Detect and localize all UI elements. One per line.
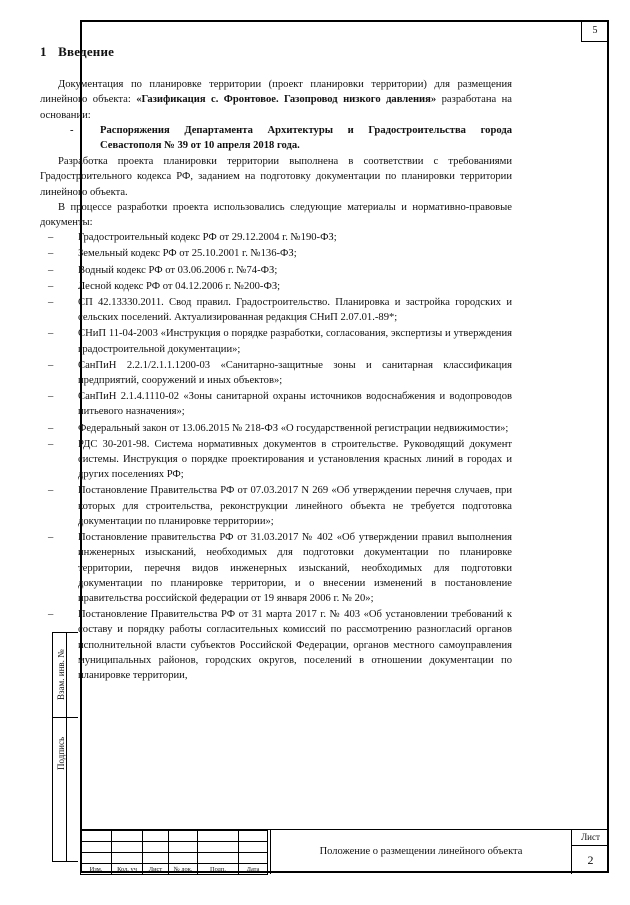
list-item: – Постановление Правительства РФ от 31 марта 2017 г. № 403 «Об установлении требований к составу и порядку работы согласительных комиссий по рассмотрению разногласий органов исполнительной власти субъектов Российской Федерации, органов местного самоуправления муниципальных районов, городских округов, поселений в отношении документации по планировке территории, <box>48 609 512 681</box>
list-item: – СанПиН 2.1.4.1110-02 «Зоны санитарной охраны источников водоснабжения и водопроводов питьевого назначения»; <box>48 391 512 418</box>
compliance-paragraph: Разработка проекта планировки территории выполнена в соответствии с требованиями Градостроительного кодекса РФ, заданием на подготовку документации по планировки территории линейного объекта. <box>40 156 512 198</box>
page-box-number: 5 <box>581 20 609 42</box>
intro-paragraph <box>40 77 512 123</box>
title-block <box>80 829 609 873</box>
revision-table <box>80 830 268 875</box>
documents-list <box>40 230 512 683</box>
document-title: Положение о размещении линейного объекта <box>270 830 572 874</box>
col-date: Дата <box>239 864 268 875</box>
list-item: – Градостроительный кодекс РФ от 29.12.2004 г. №190-ФЗ; <box>48 232 337 244</box>
object-name: «Газификация с. Фронтовое. Газопровод низкого давления» <box>136 94 437 106</box>
list-item: – СП 42.13330.2011. Свод правил. Градостроительство. Планировка и застройка городских и сельских поселений. Актуализированная редакция СНиП 2.07.01.-89*; <box>48 297 512 324</box>
intro-lead: Документация по планировке территории (проект планировки территории) для размещения линейного объекта: <box>40 79 512 106</box>
list-item: – Земельный кодекс РФ от 25.10.2001 г. №136-ФЗ; <box>48 248 297 260</box>
list-item: – СНиП 11-04-2003 «Инструкция о порядке разработки, согласования, экспертизы и утверждения градостроительной документации»; <box>48 328 512 355</box>
sheet-number: 2 <box>587 853 594 867</box>
section-heading <box>40 44 512 59</box>
col-podp: Подп. <box>198 864 239 875</box>
basis-item: - Распоряжения Департамента Архитектуры и Градостроительства города Севастополя № 39 от 10 апреля 2018 года. <box>70 124 512 152</box>
basis-list <box>40 123 512 153</box>
section-number: 1 <box>40 44 47 59</box>
side-stamp-inner <box>66 632 80 862</box>
list-item: – Водный кодекс РФ от 03.06.2006 г. №74-ФЗ; <box>48 264 278 276</box>
list-item: – РДС 30-201-98. Система нормативных документов в строительстве. Руководящий документ системы. Инструкция о порядке проектирования и установления красных линий в городах и других поселениях РФ; <box>48 438 512 481</box>
list-item: – Федеральный закон от 13.06.2015 № 218-ФЗ «О государственной регистрации недвижимости»; <box>48 422 509 434</box>
col-izm: Изм. <box>81 864 112 875</box>
materials-paragraph: В процессе разработки проекта использовались следующие материалы и нормативно-правовые документы: <box>40 201 512 229</box>
list-item: – СанПиН 2.2.1/2.1.1.1200-03 «Санитарно-защитные зоны и санитарная классификация предприятий, сооружений и иных объектов»; <box>48 359 512 387</box>
intro-tail: разработана на основании: <box>40 94 512 121</box>
list-item: – Лесной кодекс РФ от 04.12.2006 г. №200-ФЗ; <box>48 280 281 292</box>
document-body <box>40 44 512 684</box>
sheet-label: Лист <box>572 830 609 846</box>
section-title: Введение <box>58 44 115 59</box>
list-item: – Постановление правительства РФ от 31.03.2017 № 402 «Об утверждении правил выполнения инженерных изысканий, необходимых для подготовки документации по планировке территории, перечня видов инженерных изысканий, необходимых для подготовки документации по планировке территории, и о внесении изменений в постановление правительства российской федерации от 19 января 2006 г. № 20»; <box>48 532 512 604</box>
list-item: – Постановление Правительства РФ от 07.03.2017 N 269 «Об утверждении перечня случаев, при которых для строительства, реконструкции линейного объекта не требуется подготовка документации по планировке территории»; <box>48 485 512 527</box>
side-label-replacement: Взам. инв. № <box>56 649 66 700</box>
col-doc: № док. <box>169 864 198 875</box>
col-list: Лист <box>143 864 169 875</box>
col-kol-uch: Кол. уч <box>112 864 143 875</box>
side-label-signature: Подпись <box>56 736 66 770</box>
